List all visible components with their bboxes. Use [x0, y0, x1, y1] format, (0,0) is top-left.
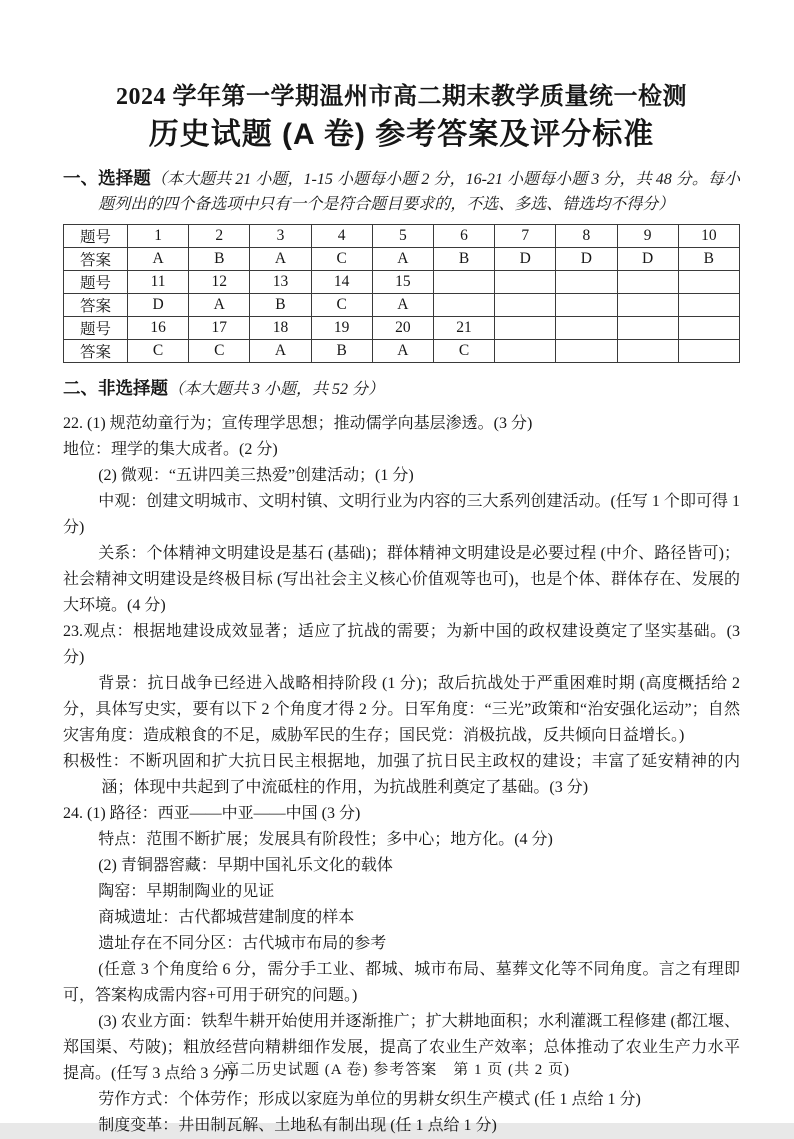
answer-cell	[495, 340, 556, 363]
row-header: 答案	[64, 340, 128, 363]
answer-paragraph: 特点：范围不断扩展；发展具有阶段性；多中心；地方化。(4 分)	[98, 831, 553, 848]
question-number-cell: 18	[250, 317, 311, 340]
answer-cell: B	[311, 340, 372, 363]
answer-cell: C	[311, 294, 372, 317]
answer-paragraph: 关系：个体精神文明建设是基石 (基础)；群体精神文明建设是必要过程 (中介、路径皆可)；社会精神文明建设是终极目标 (写出社会主义核心价值观等也可)，也是个体、群体存在、发展的大环境。(4 分)	[63, 545, 740, 614]
question-number-cell: 13	[250, 271, 311, 294]
answer-cell	[495, 294, 556, 317]
question-number-cell: 5	[372, 225, 433, 248]
answer-cell: B	[433, 248, 494, 271]
answer-paragraph: 遗址存在不同分区：古代城市布局的参考	[98, 935, 387, 952]
question-number-cell: 9	[617, 225, 678, 248]
table-row-question-numbers	[64, 271, 740, 294]
document-title-line2: 历史试题 (A 卷) 参考答案及评分标准	[148, 118, 655, 151]
question-number-cell	[678, 317, 739, 340]
answer-cell	[556, 340, 617, 363]
answer-paragraph: (2) 青铜器窖藏：早期中国礼乐文化的载体	[98, 857, 393, 874]
question-number-cell: 12	[189, 271, 250, 294]
question-number-cell: 3	[250, 225, 311, 248]
answer-cell: A	[250, 340, 311, 363]
table-row-answers	[64, 248, 740, 271]
question-number-cell: 19	[311, 317, 372, 340]
question-number-cell: 10	[678, 225, 739, 248]
row-header: 题号	[64, 271, 128, 294]
table-row-question-numbers	[64, 317, 740, 340]
answer-paragraph: (任意 3 个角度给 6 分，需分手工业、都城、城市布局、墓葬文化等不同角度。言之有理即可，答案构成需内容+可用于研究的问题。)	[63, 961, 740, 1004]
question-number-cell	[495, 271, 556, 294]
answer-cell	[617, 340, 678, 363]
page-footer: 高二历史试题 (A 卷) 参考答案 第 1 页 (共 2 页)	[224, 1062, 570, 1078]
section2-label: 二、非选择题	[63, 378, 168, 398]
answer-paragraph: 23.观点：根据地建设成效显著；适应了抗战的需要；为新中国的政权建设奠定了坚实基础。(3 分)	[63, 623, 740, 666]
table-row-question-numbers	[64, 225, 740, 248]
answer-paragraph: 背景：抗日战争已经进入战略相持阶段 (1 分)；敌后抗战处于严重困难时期 (高度概括给 2 分，具体写史实，要有以下 2 个角度才得 2 分。日军角度：“三光”政策和“治安强化运动”；自然灾害角度：造成粮食的不足，威胁军民的生存；国民党：消极抗战，反共倾向日益增长。)	[63, 675, 740, 744]
answer-cell: A	[189, 294, 250, 317]
answer-cell: C	[189, 340, 250, 363]
question-number-cell: 21	[433, 317, 494, 340]
answer-cell: B	[250, 294, 311, 317]
answer-paragraph: 24. (1) 路径：西亚——中亚——中国 (3 分)	[63, 805, 361, 822]
answer-paragraph: 陶窑：早期制陶业的见证	[98, 883, 275, 900]
question-number-cell: 6	[433, 225, 494, 248]
table-row-answers	[64, 340, 740, 363]
answer-cell: D	[495, 248, 556, 271]
answer-cell	[556, 294, 617, 317]
question-number-cell: 4	[311, 225, 372, 248]
answer-paragraph: 地位：理学的集大成者。(2 分)	[63, 441, 278, 458]
question-number-cell: 11	[128, 271, 189, 294]
question-number-cell: 17	[189, 317, 250, 340]
question-number-cell: 16	[128, 317, 189, 340]
question-number-cell	[556, 317, 617, 340]
question-number-cell	[495, 317, 556, 340]
answer-paragraph: 劳作方式：个体劳作；形成以家庭为单位的男耕女织生产模式 (任 1 点给 1 分)	[98, 1091, 641, 1108]
question-number-cell	[678, 271, 739, 294]
answer-cell: A	[372, 340, 433, 363]
question-number-cell	[617, 271, 678, 294]
answer-paragraph: (3) 农业方面：铁犁牛耕开始使用并逐渐推广；扩大耕地面积；水利灌溉工程修建 (都江堰、郑国渠、芍陂)；粗放经营向精耕细作发展，提高了农业生产效率；总体推动了农业生产力水平提高。(任写 3 点给 3 分)	[63, 1013, 740, 1082]
row-header: 题号	[64, 317, 128, 340]
answer-cell: C	[311, 248, 372, 271]
answer-cell: B	[678, 248, 739, 271]
question-number-cell: 2	[189, 225, 250, 248]
answer-paragraph: (2) 微观：“五讲四美三热爱”创建活动；(1 分)	[98, 467, 414, 484]
question-number-cell	[617, 317, 678, 340]
answer-cell: C	[433, 340, 494, 363]
answer-cell	[433, 294, 494, 317]
document-title-line1: 2024 学年第一学期温州市高二期末教学质量统一检测	[116, 84, 687, 110]
question-number-cell: 1	[128, 225, 189, 248]
question-number-cell: 7	[495, 225, 556, 248]
table-row-answers	[64, 294, 740, 317]
answer-cell	[678, 294, 739, 317]
section1-label: 一、选择题	[63, 168, 151, 188]
row-header: 题号	[64, 225, 128, 248]
section-heading-non-multiple-choice	[63, 376, 740, 402]
section1-note: （本大题共 21 小题，1-15 小题每小题 2 分，16-21 小题每小题 3 分，共 48 分。每小题列出的四个备选项中只有一个是符合题目要求的，不选、多选、错选均不得分）	[98, 171, 740, 213]
question-number-cell: 20	[372, 317, 433, 340]
question-number-cell	[433, 271, 494, 294]
answer-cell: D	[617, 248, 678, 271]
answer-cell: A	[372, 294, 433, 317]
answer-cell: A	[250, 248, 311, 271]
answer-paragraph: 制度变革：井田制瓦解、土地私有制出现 (任 1 点给 1 分)	[98, 1117, 497, 1134]
answer-paragraph: 22. (1) 规范幼童行为；宣传理学思想；推动儒学向基层渗透。(3 分)	[63, 415, 533, 432]
answer-key-table	[63, 224, 740, 363]
answer-paragraph: 积极性：不断巩固和扩大抗日民主根据地，加强了抗日民主政权的建设；丰富了延安精神的内涵；体现中共起到了中流砥柱的作用，为抗战胜利奠定了基础。(3 分)	[63, 753, 740, 796]
answer-cell	[678, 340, 739, 363]
row-header: 答案	[64, 248, 128, 271]
section2-note: （本大题共 3 小题，共 52 分）	[168, 381, 385, 398]
answer-paragraph: 中观：创建文明城市、文明村镇、文明行业为内容的三大系列创建活动。(任写 1 个即可得 1 分)	[63, 493, 740, 536]
answer-cell	[617, 294, 678, 317]
answer-cell: A	[128, 248, 189, 271]
question-number-cell: 14	[311, 271, 372, 294]
answer-cell: B	[189, 248, 250, 271]
question-number-cell: 8	[556, 225, 617, 248]
section-heading-multiple-choice	[63, 166, 740, 217]
answers-body	[63, 411, 740, 1139]
row-header: 答案	[64, 294, 128, 317]
answer-cell: D	[556, 248, 617, 271]
answer-paragraph: 商城遗址：古代都城营建制度的样本	[98, 909, 355, 926]
question-number-cell: 15	[372, 271, 433, 294]
answer-cell: D	[128, 294, 189, 317]
answer-cell: A	[372, 248, 433, 271]
question-number-cell	[556, 271, 617, 294]
answer-cell: C	[128, 340, 189, 363]
